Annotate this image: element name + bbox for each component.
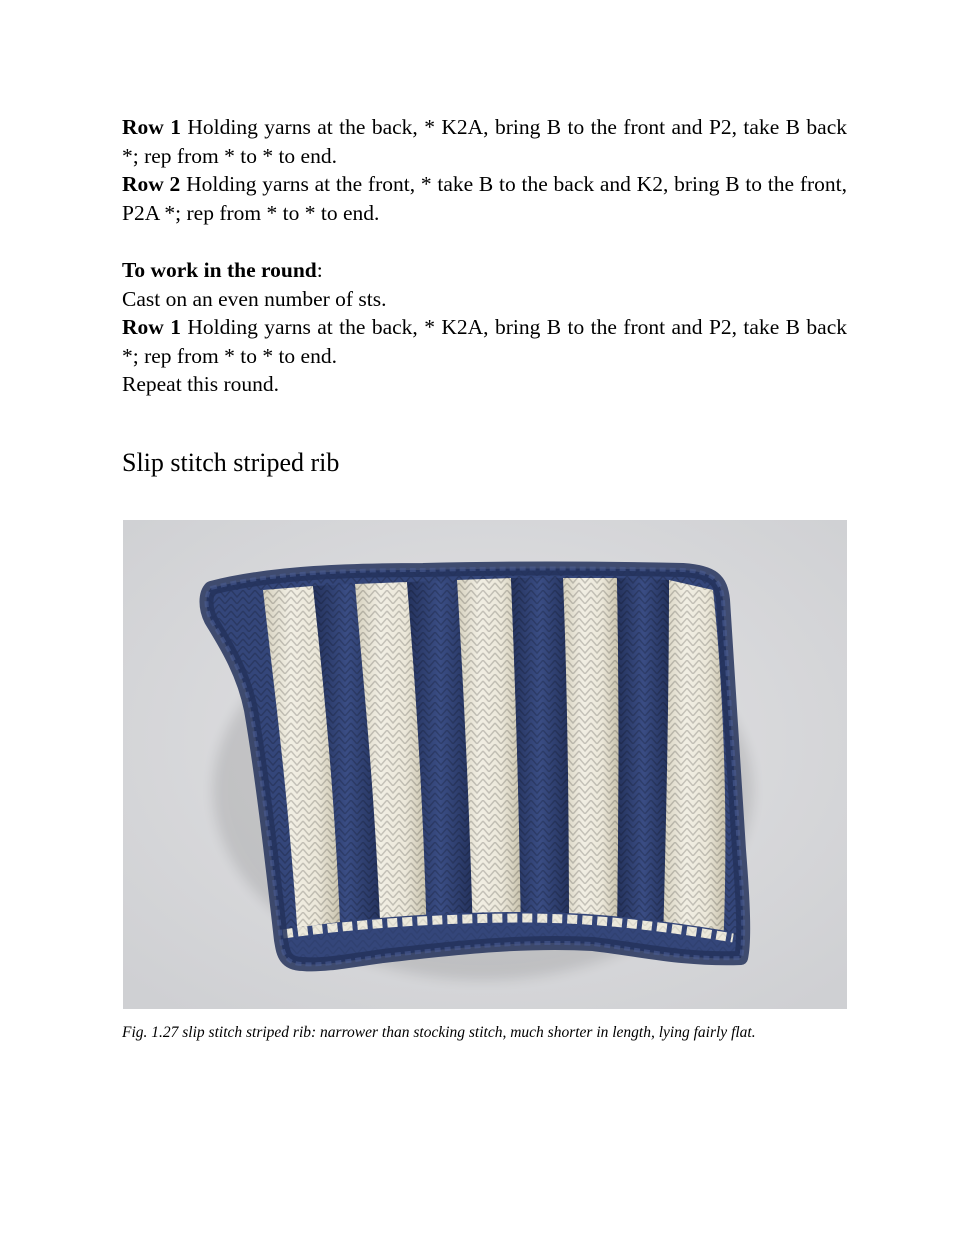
row-2-label: Row 2 [122,172,181,196]
row-2-instruction [122,170,847,227]
row-1-text: Holding yarns at the back, * K2A, bring B to the front and P2, take B back *; rep from * to * to end. [122,115,847,168]
round-heading-colon: : [316,258,323,282]
cast-on-instruction: Cast on an even number of sts. [122,286,387,311]
row-1-instruction [122,113,847,170]
round-row-1-text: Holding yarns at the back, * K2A, bring B to the front and P2, take B back *; rep from * to * to end. [122,315,847,368]
round-row-1-instruction [122,313,847,370]
round-heading [122,256,847,285]
flat-instructions [122,113,847,227]
knitted-swatch-photo [123,520,847,1009]
row-2-text: Holding yarns at the front, * take B to the back and K2, bring B to the front, P2A *; rep from * to * to end. [122,172,847,225]
repeat-instruction: Repeat this round. [122,372,280,396]
row-1-label: Row 1 [122,115,181,139]
section-title: Slip stitch striped rib [122,448,340,477]
round-row-1-label: Row 1 [122,315,181,339]
figure-caption: Fig. 1.27 slip stitch striped rib: narrower than stocking stitch, much shorter in length, lying fairly flat. [122,1024,756,1041]
round-heading-text: To work in the round [122,258,317,282]
round-instructions [122,256,847,399]
